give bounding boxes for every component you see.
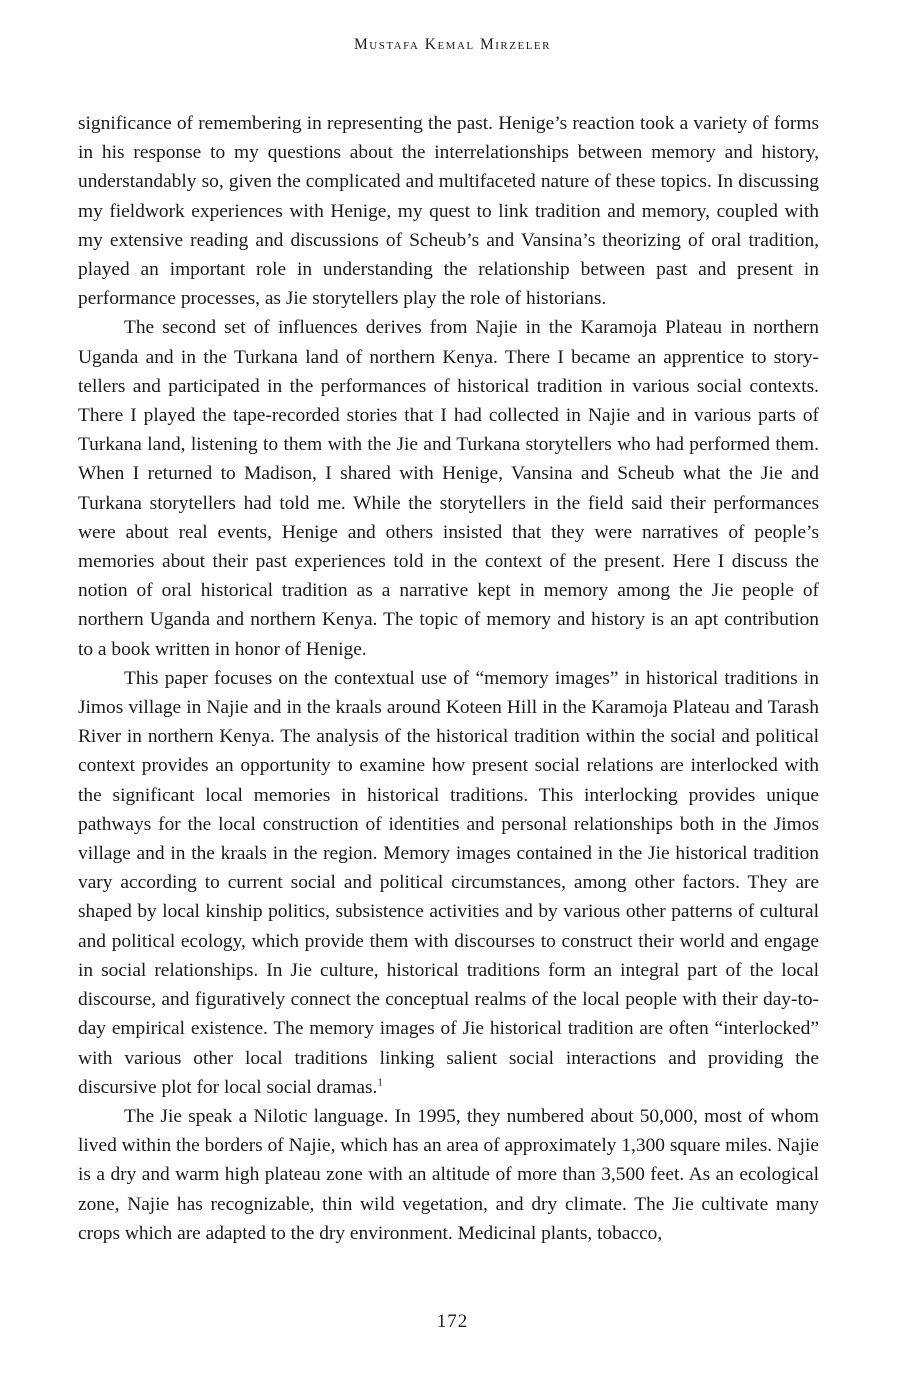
paragraph-jie-language: The Jie speak a Nilotic language. In 1995, they numbered about 50,000, most of whom lived within the borders of Najie, which has an area of approximately 1,300 square miles. Najie is a dry and warm high plateau zone with an altitude of more than 3,500 feet. As an ecological zone, Najie has recognizable, thin wild vegetation, and dry climate. The Jie cultivate many crops which are adapted to the dry environment. Medicinal plants, tobacco, [78, 1105, 819, 1244]
page-number: 172 [436, 1311, 469, 1332]
paragraph-continued: significance of remembering in representing the past. Henige’s reaction took a variety of forms in his response to my questions about the interrelationships between memory and history, understandably so, given the complicated and multifaceted nature of these topics. In discussing my fieldwork experiences with Henige, my quest to link tradition and memory, coupled with my extensive reading and discussions of Scheub’s and Vansina’s theorizing of oral tradition, played an important role in understanding the relationship between past and present in performance processes, as Jie storytellers play the role of historians. [78, 113, 819, 310]
paragraph-memory-images [78, 664, 819, 1102]
paragraph-influences: The second set of influences derives from Najie in the Karamoja Plateau in northern Uganda and in the Turkana land of northern Kenya. There I became an apprentice to storytellers and participated in the performances of historical tradition in various social contexts. There I played the tape-recorded stories that I had collected in Najie and in various parts of Turkana land, listening to them with the Jie and Turkana storytellers who had performed them. When I returned to Madison, I shared with Henige, Vansina and Scheub what the Jie and Turkana storytellers had told me. While the storytellers in the field said their performances were about real events, Henige and others insisted that they were narratives of people’s memories about their past experiences told in the context of the present. Here I discuss the notion of oral historical tradition as a narrative kept in memory among the Jie people of northern Uganda and northern Kenya. The topic of memory and history is an apt contribution to a book written in honor of Henige. [78, 317, 819, 660]
body-text [78, 109, 819, 1248]
footnote-reference: 1 [377, 1076, 383, 1089]
paragraph-memory-images-text: This paper focuses on the contextual use of “memory images” in historical traditions in Jimos village in Najie and in the kraals around Koteen Hill in the Karamoja Plateau and Tarash River in northern Kenya. The analysis of the historical tradition within the social and political context provides an opportunity to examine how present social relations are interlocked with the significant local memories in historical traditions. This interlocking provides unique pathways for the local construction of identities and personal relationships both in the Jimos village and in the kraals in the region. Memory images contained in the Jie historical tradition vary according to current social and political circumstances, among other factors. They are shaped by local kinship politics, subsistence activities and by various other patterns of cultural and political ecology, which provide them with discourses to construct their world and engage in social relationships. In Jie culture, historical traditions form an integral part of the local discourse, and figuratively connect the conceptual realms of the local people with their day-to-day empirical existence. The memory images of Jie historical tradition are often “interlocked” with various other local traditions linking salient social interactions and providing the discursive plot for local social dramas. [78, 667, 819, 1098]
running-head: Mustafa Kemal Mirzeler [354, 36, 551, 53]
